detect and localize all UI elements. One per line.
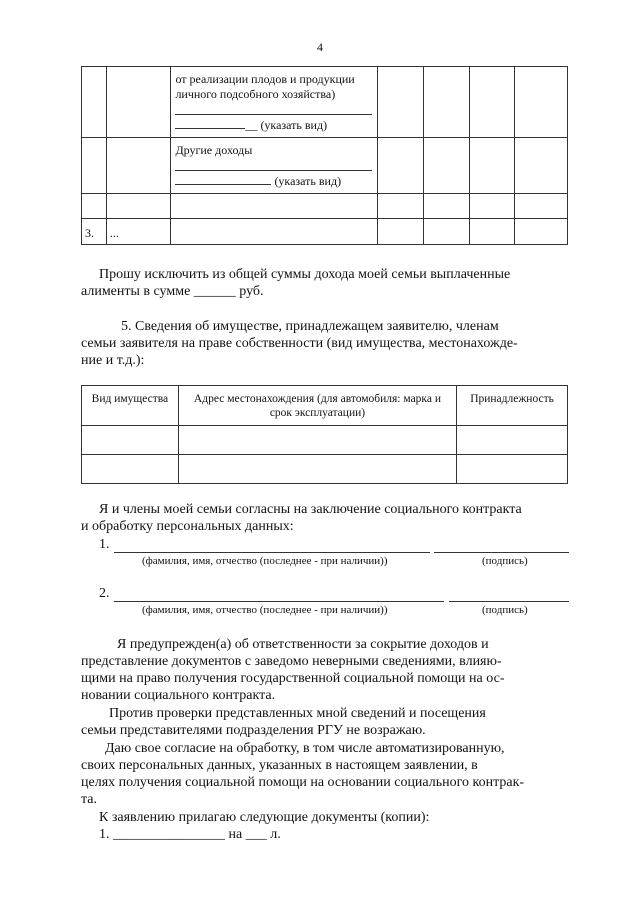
row-ellipsis: ...: [109, 226, 119, 240]
table-row: [82, 138, 568, 194]
property-table: [81, 385, 568, 484]
consent-line1: Я и члены моей семьи согласны на заключение социального контракта: [99, 502, 522, 517]
attachment-number: 1.: [99, 827, 110, 842]
signature-2-sign-line[interactable]: [449, 600, 569, 602]
header-property-type: Вид имущества: [82, 386, 179, 426]
income-row2-hint: (указать вид): [274, 174, 342, 188]
attachment-pages-blank[interactable]: ___: [245, 827, 267, 842]
row-number: 3.: [85, 226, 94, 240]
table-row: [82, 426, 568, 455]
signature-2-fio-caption: (фамилия, имя, отчество (последнее - при наличии)): [142, 604, 388, 616]
other-income-title: Другие доходы: [175, 143, 253, 157]
property-section-heading: [81, 318, 571, 369]
table-row: [82, 194, 568, 219]
data-consent-paragraph: [81, 740, 571, 808]
header-ownership: Принадлежность: [457, 386, 568, 426]
alimony-paragraph: [81, 266, 571, 300]
alimony-text: алименты в сумме: [81, 284, 191, 299]
table-row: [82, 455, 568, 484]
signature-1-number: 1.: [99, 537, 110, 552]
fill-line: [175, 118, 245, 129]
fill-line: [175, 160, 371, 171]
consent-intro: [81, 501, 571, 535]
verification-line2: семьи представителями подразделения РГУ не возражаю.: [81, 723, 426, 738]
warning-line3: щими на право получения государственной социальной помощи на ос-: [81, 671, 505, 686]
attachment-on-text: на: [228, 827, 243, 842]
attachments-intro: К заявлению прилагаю следующие документы (копии):: [99, 810, 430, 825]
alimony-line1: Прошу исключить из общей суммы дохода моей семьи выплаченные: [99, 267, 511, 282]
verification-paragraph: [81, 705, 571, 739]
data-consent-line1: Даю свое согласие на обработку, в том числе автоматизированную,: [105, 741, 505, 756]
consent-line2: и обработку персональных данных:: [81, 519, 294, 534]
header-address: Адрес местонахождения (для автомобиля: марка и срок эксплуатации): [178, 386, 456, 426]
warning-line1: Я предупрежден(а) об ответственности за сокрытие доходов и: [117, 637, 489, 652]
income-row1-hint: __ (указать вид): [245, 118, 328, 132]
attachment-unit: л.: [270, 827, 281, 842]
warning-line4: новании социального контракта.: [81, 688, 276, 703]
responsibility-warning: [81, 636, 571, 704]
table-header-row: [82, 386, 568, 426]
signature-1-fio-caption: (фамилия, имя, отчество (последнее - при наличии)): [142, 555, 388, 567]
alimony-unit: руб.: [239, 284, 264, 299]
table-row: [82, 219, 568, 245]
attachment-item-1: [99, 826, 281, 843]
page-number: 4: [317, 40, 323, 54]
data-consent-line3: целях получения социальной помощи на основании социального контрак-: [81, 775, 525, 790]
table-row: [82, 67, 568, 138]
signature-1-fio-line[interactable]: [114, 551, 430, 553]
warning-line2: представление документов с заведомо неверными сведениями, влияю-: [81, 654, 502, 669]
data-consent-line4: та.: [81, 792, 98, 807]
signature-1-sign-caption: (подпись): [482, 555, 528, 567]
verification-line1: Против проверки представленных мной сведений и посещения: [109, 706, 486, 721]
alimony-line2: [81, 283, 571, 300]
fill-line: [175, 104, 371, 115]
property-line1: 5. Сведения об имуществе, принадлежащем заявителю, членам: [121, 319, 499, 334]
alimony-amount-blank[interactable]: ______: [193, 284, 236, 299]
signature-2-sign-caption: (подпись): [482, 604, 528, 616]
property-line3: ние и т.д.):: [81, 353, 145, 368]
attachment-name-blank[interactable]: ________________: [113, 827, 225, 842]
signature-2-fio-line[interactable]: [114, 600, 444, 602]
property-line2: семьи заявителя на праве собственности (вид имущества, местонахожде-: [81, 336, 518, 351]
data-consent-line2: своих персональных данных, указанных в настоящем заявлении, в: [81, 758, 478, 773]
income-table: [81, 66, 568, 245]
income-row1-text: от реализации плодов и продукции личного подсобного хозяйства): [175, 72, 355, 101]
signature-1-sign-line[interactable]: [434, 551, 569, 553]
signature-2-number: 2.: [99, 586, 110, 601]
fill-line: [175, 174, 271, 185]
